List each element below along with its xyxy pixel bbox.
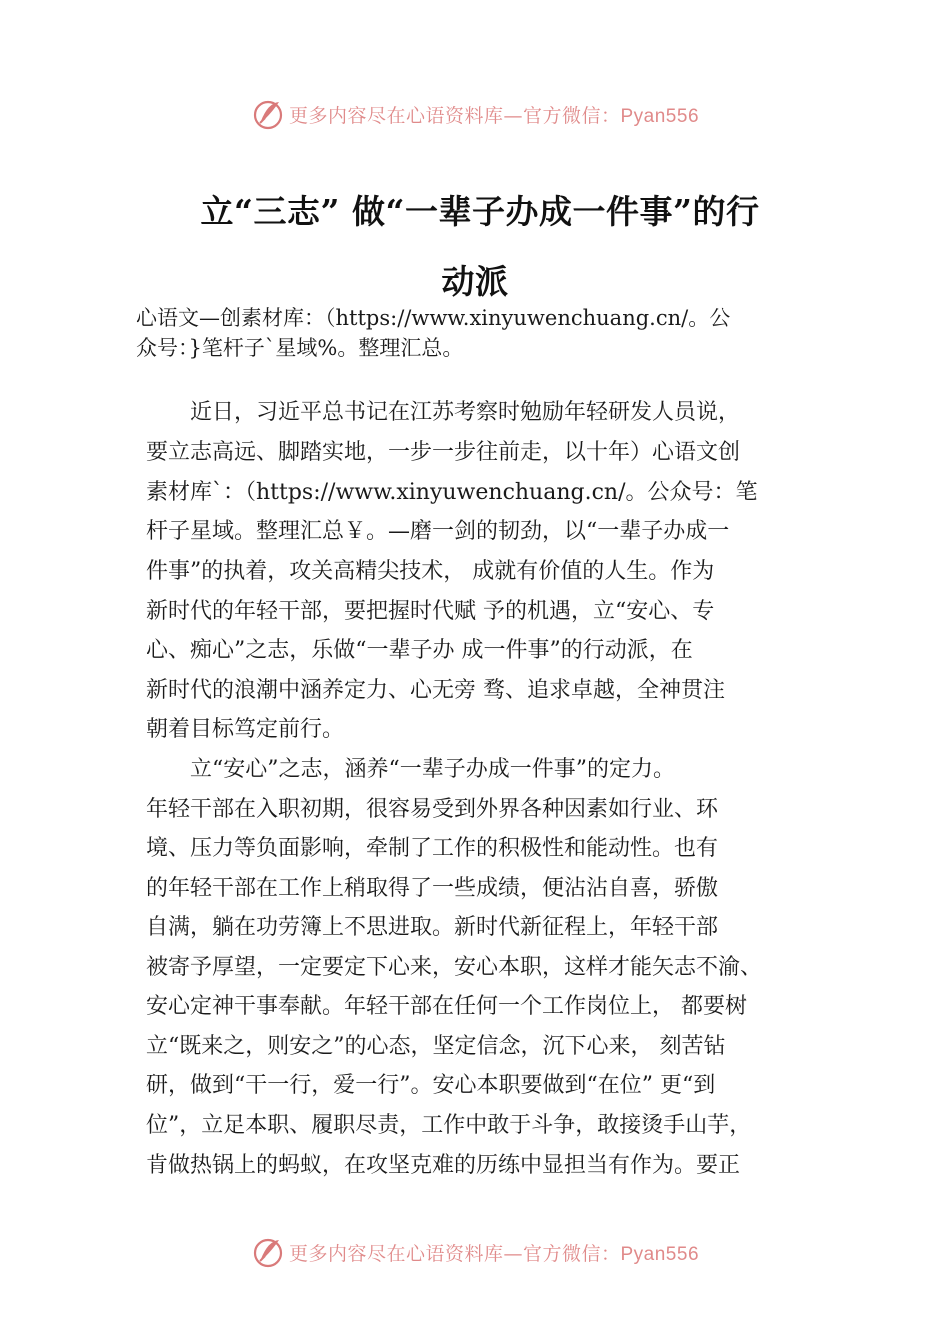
footer-banner — [0, 1232, 950, 1272]
brand-logo-icon — [251, 97, 285, 131]
body-line: 年轻干部在入职初期，很容易受到外界各种因素如行业、环 — [146, 797, 719, 822]
body-line: 自满，躺在功劳簿上不思进取。新时代新征程上，年轻干部 — [146, 915, 719, 940]
header-banner — [0, 94, 950, 134]
body-line: 新时代的浪潮中涵养定力、心无旁 骛、追求卓越，全神贯注 — [146, 678, 725, 703]
document-title-line-2: 动派 — [441, 262, 509, 301]
body-line: 近日，习近平总书记在江苏考察时勉励年轻研发人员说， — [146, 400, 741, 425]
body-line: 位”，立足本职、履职尽责，工作中敢于斗争，敢接烫手山芋， — [146, 1113, 752, 1138]
document-title-line-1: 立“三志” 做“一辈子办成一件事”的行 — [200, 192, 760, 231]
body-line: 心、痴心”之志，乐做“一辈子办 成一件事”的行动派，在 — [146, 638, 693, 663]
body-line: 被寄予厚望，一定要定下心来，安心本职，这样才能矢志不渝、 — [146, 955, 763, 980]
wechat-id: Pyan556 — [620, 1243, 700, 1265]
source-note-line-2: 众号：}笔杆子`星域%。整理汇总。 — [136, 336, 464, 360]
body-line: 境、压力等负面影响，牵制了工作的积极性和能动性。也有 — [146, 836, 719, 861]
banner-text: 更多内容尽在心语资料库—官方微信：Pyan556 — [288, 1242, 700, 1265]
wechat-id: Pyan556 — [620, 105, 700, 127]
body-line: 新时代的年轻干部，要把握时代赋 予的机遇，立“安心、专 — [146, 599, 715, 624]
body-line: 的年轻干部在工作上稍取得了一些成绩，便沾沾自喜，骄傲 — [146, 876, 719, 901]
body-line: 立“既来之，则安之”的心态，坚定信念，沉下心来， 刻苦钻 — [146, 1034, 726, 1059]
body-line: 研，做到“干一行，爱一行”。安心本职要做到“在位” 更“到 — [146, 1073, 716, 1098]
body-line: 要立志高远、脚踏实地，一步一步往前走，以十年）心语文创 — [146, 440, 741, 465]
body-line: 件事”的执着，攻关高精尖技术， 成就有价值的人生。作为 — [146, 559, 715, 584]
body-line: 肯做热锅上的蚂蚁，在攻坚克难的历练中显担当有作为。要正 — [146, 1153, 741, 1178]
brand-logo-icon — [251, 1235, 285, 1269]
body-line: 安心定神干事奉献。年轻干部在任何一个工作岗位上， 都要树 — [146, 994, 747, 1019]
body-line: 朝着目标笃定前行。 — [146, 717, 345, 742]
banner-text: 更多内容尽在心语资料库—官方微信：Pyan556 — [288, 104, 700, 127]
body-line: 立“安心”之志，涵养“一辈子办成一件事”的定力。 — [146, 757, 675, 782]
source-note-line-1: 心语文—创素材库：（https://www.xinyuwenchuang.cn/。公 — [136, 306, 731, 330]
body-line: 素材库`：（https://www.xinyuwenchuang.cn/。公众号：笔 — [146, 480, 758, 505]
body-line: 杆子星域。整理汇总￥。—磨一剑的韧劲，以“一辈子办成一 — [146, 519, 730, 544]
